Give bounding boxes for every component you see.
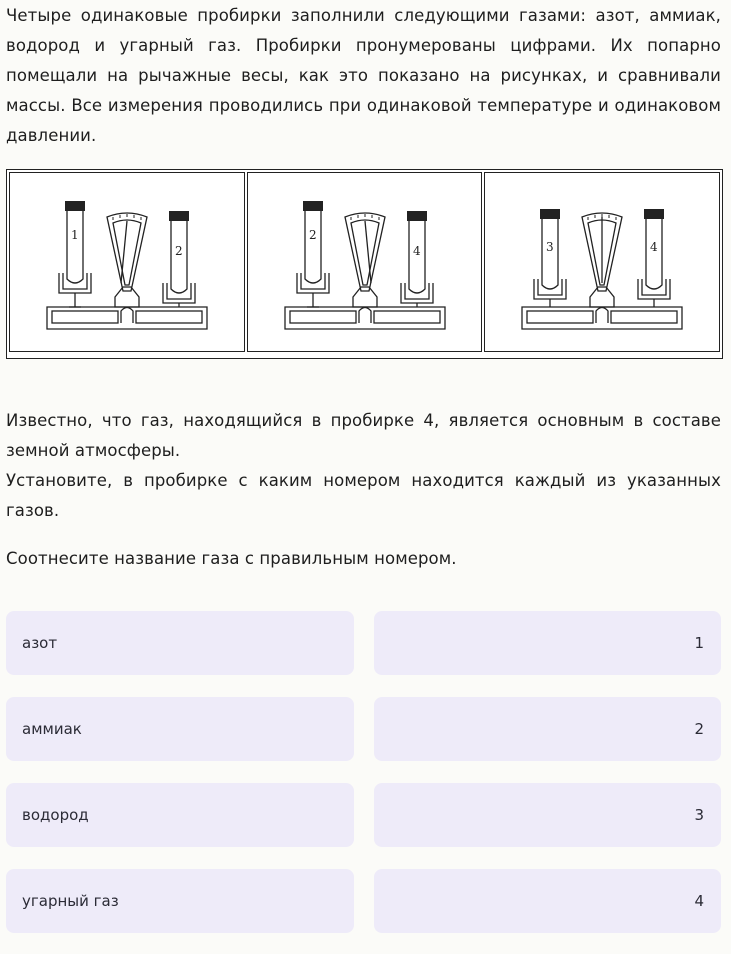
gas-label: аммиак [22,720,82,738]
number-card-3[interactable] [374,783,721,847]
gas-card-nitrogen[interactable] [6,611,354,675]
matching-instruction: Соотнесите название газа с правильным номером. [6,549,457,568]
known-fact: Известно, что газ, находящийся в пробирке 4, является основным в составе земной атмосферы. [6,411,721,460]
scale-panel-3 [484,172,720,352]
gas-label: азот [22,634,58,652]
gas-card-ammonia[interactable] [6,697,354,761]
scale-panel-1 [9,172,245,352]
scale-drawing-3 [502,187,702,337]
scale-1-right-tube-number: 2 [174,244,183,258]
gas-label: угарный газ [22,892,119,910]
gas-card-carbon-monoxide[interactable] [6,869,354,933]
scale-1-left-tube-number: 1 [70,228,79,242]
scale-drawing-1 [27,187,227,337]
scale-panel-2 [247,172,483,352]
task-text: Установите, в пробирке с каким номером находится каждый из указанных газов. [6,471,721,520]
scale-3-left-tube-number: 3 [546,240,554,254]
gas-label: водород [22,806,89,824]
gas-card-hydrogen[interactable] [6,783,354,847]
scale-2-right-tube-number: 4 [412,244,421,258]
number-label: 2 [694,720,704,738]
number-card-2[interactable] [374,697,721,761]
balance-scales-figure [6,169,723,359]
scale-3-right-tube-number: 4 [650,240,658,254]
number-label: 1 [694,634,704,652]
known-fact-and-task [6,406,721,526]
scale-drawing-2 [265,187,465,337]
number-label: 3 [694,806,704,824]
number-label: 4 [694,892,704,910]
number-card-1[interactable] [374,611,721,675]
question-intro: Четыре одинаковые пробирки заполнили следующими газами: азот, аммиак, водород и угарный газ. Пробирки пронумерованы цифрами. Их попарно помещали на рычажные весы, как это показано на рисунках, и сравнивали массы. Все измерения проводились при одинаковой температуре и одинаковом давлении. [6,6,721,145]
scale-2-left-tube-number: 2 [308,228,317,242]
number-card-4[interactable] [374,869,721,933]
